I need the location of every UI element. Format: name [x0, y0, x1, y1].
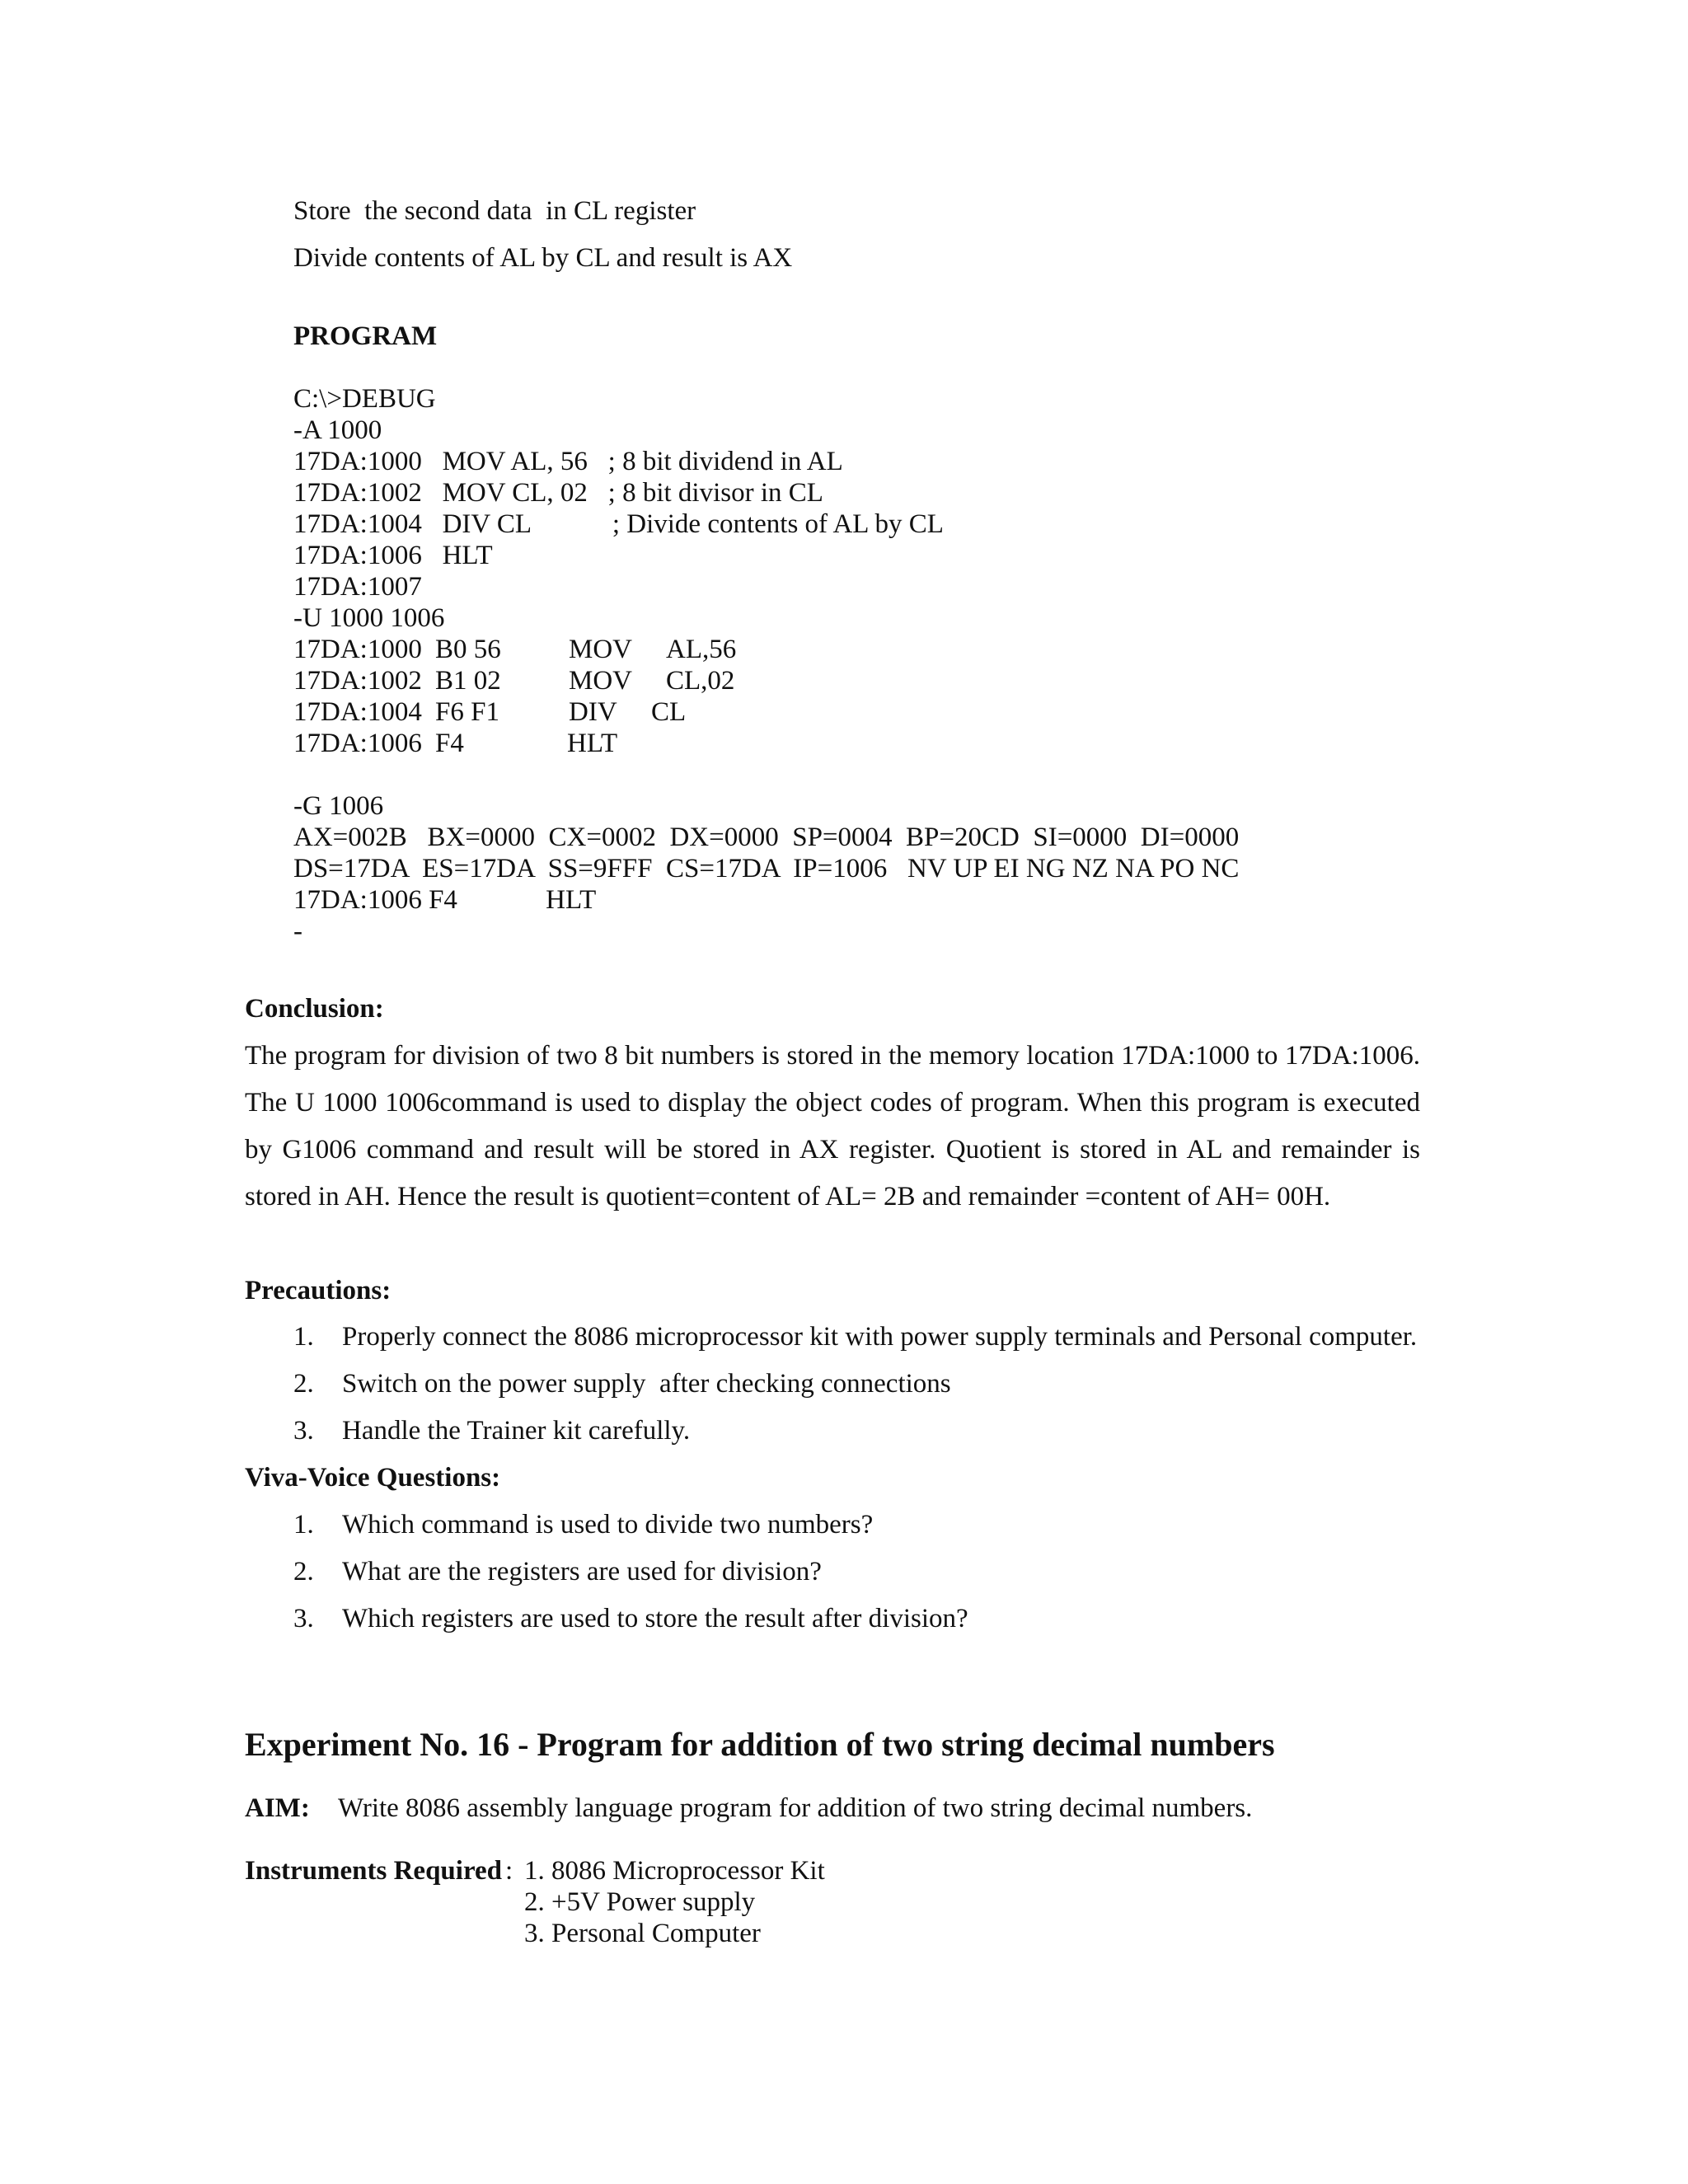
conclusion-heading: Conclusion:: [245, 994, 384, 1024]
unasm-code: B1 02: [435, 666, 501, 696]
code-line: 17DA:1007: [293, 572, 422, 602]
list-item: Switch on the power supply after checking connections: [342, 1369, 951, 1399]
list-number: 1.: [293, 1510, 314, 1540]
unasm-addr: 17DA:1002: [293, 666, 422, 696]
intro-line-1: Store the second data in CL register: [293, 196, 696, 226]
list-item: Which registers are used to store the result after division?: [342, 1604, 968, 1633]
unasm-code: F4: [435, 729, 464, 758]
list-item: Handle the Trainer kit carefully.: [342, 1416, 691, 1446]
conclusion-line: by G1006 command and result will be stored in AX register. Quotient is stored in AL and remainder is: [245, 1135, 1420, 1165]
unasm-operands: CL,02: [666, 666, 735, 696]
register-dump-line: AX=002B BX=0000 CX=0002 DX=0000 SP=0004 BP=20CD SI=0000 DI=0000: [293, 823, 1240, 852]
list-number: 2.: [293, 1369, 314, 1399]
code-line: 17DA:1004 DIV CL ; Divide contents of AL by CL: [293, 509, 944, 539]
list-number: 3.: [293, 1416, 314, 1446]
instrument-item: 3. Personal Computer: [524, 1919, 761, 1948]
code-line: 17DA:1006 HLT: [293, 541, 493, 570]
list-item: What are the registers are used for division?: [342, 1557, 822, 1586]
unasm-addr: 17DA:1000: [293, 635, 422, 664]
aim-label: AIM:: [245, 1793, 310, 1823]
list-number: 1.: [293, 1322, 314, 1352]
viva-heading: Viva-Voice Questions:: [245, 1463, 501, 1493]
prompt-line: -: [293, 916, 302, 946]
precautions-heading: Precautions:: [245, 1276, 392, 1305]
unasm-code: F6 F1: [435, 697, 499, 727]
unasm-code: B0 56: [435, 635, 501, 664]
conclusion-line: The U 1000 1006command is used to display the object codes of program. When this program is executed: [245, 1088, 1420, 1118]
conclusion-line: stored in AH. Hence the result is quotient=content of AL= 2B and remainder =content of AH= 00H.: [245, 1182, 1331, 1212]
code-line: 17DA:1000 MOV AL, 56 ; 8 bit dividend in AL: [293, 447, 843, 476]
code-line: 17DA:1006 F4 HLT: [293, 885, 597, 915]
instrument-item: 1. 8086 Microprocessor Kit: [524, 1856, 825, 1886]
intro-line-2: Divide contents of AL by CL and result is AX: [293, 243, 793, 273]
unasm-mnemonic: HLT: [567, 729, 618, 758]
unasm-addr: 17DA:1006: [293, 729, 422, 758]
unasm-mnemonic: MOV: [569, 666, 633, 696]
code-line: -A 1000: [293, 415, 382, 445]
conclusion-line: The program for division of two 8 bit numbers is stored in the memory location 17DA:1000 to 17DA:1006.: [245, 1041, 1420, 1071]
register-dump-line: DS=17DA ES=17DA SS=9FFF CS=17DA IP=1006 NV UP EI NG NZ NA PO NC: [293, 854, 1240, 883]
unasm-addr: 17DA:1004: [293, 697, 422, 727]
unasm-mnemonic: DIV: [569, 697, 617, 727]
aim-text: Write 8086 assembly language program for addition of two string decimal numbers.: [338, 1793, 1253, 1823]
list-item: Which command is used to divide two numbers?: [342, 1510, 874, 1540]
list-number: 3.: [293, 1604, 314, 1633]
code-line: C:\>DEBUG: [293, 384, 436, 414]
instruments-label: Instruments Required: [245, 1856, 503, 1886]
code-line: -U 1000 1006: [293, 603, 445, 633]
program-heading: PROGRAM: [293, 321, 438, 351]
instrument-item: 2. +5V Power supply: [524, 1887, 756, 1917]
experiment-title: Experiment No. 16 - Program for addition of two string decimal numbers: [245, 1726, 1275, 1763]
list-item: Properly connect the 8086 microprocessor kit with power supply terminals and Personal computer.: [342, 1322, 1418, 1352]
list-number: 2.: [293, 1557, 314, 1586]
code-line: 17DA:1002 MOV CL, 02 ; 8 bit divisor in CL: [293, 478, 823, 508]
unasm-mnemonic: MOV: [569, 635, 633, 664]
unasm-operands: AL,56: [666, 635, 737, 664]
instruments-colon: :: [505, 1856, 513, 1886]
code-line: -G 1006: [293, 791, 384, 821]
unasm-operands: CL: [651, 697, 687, 727]
